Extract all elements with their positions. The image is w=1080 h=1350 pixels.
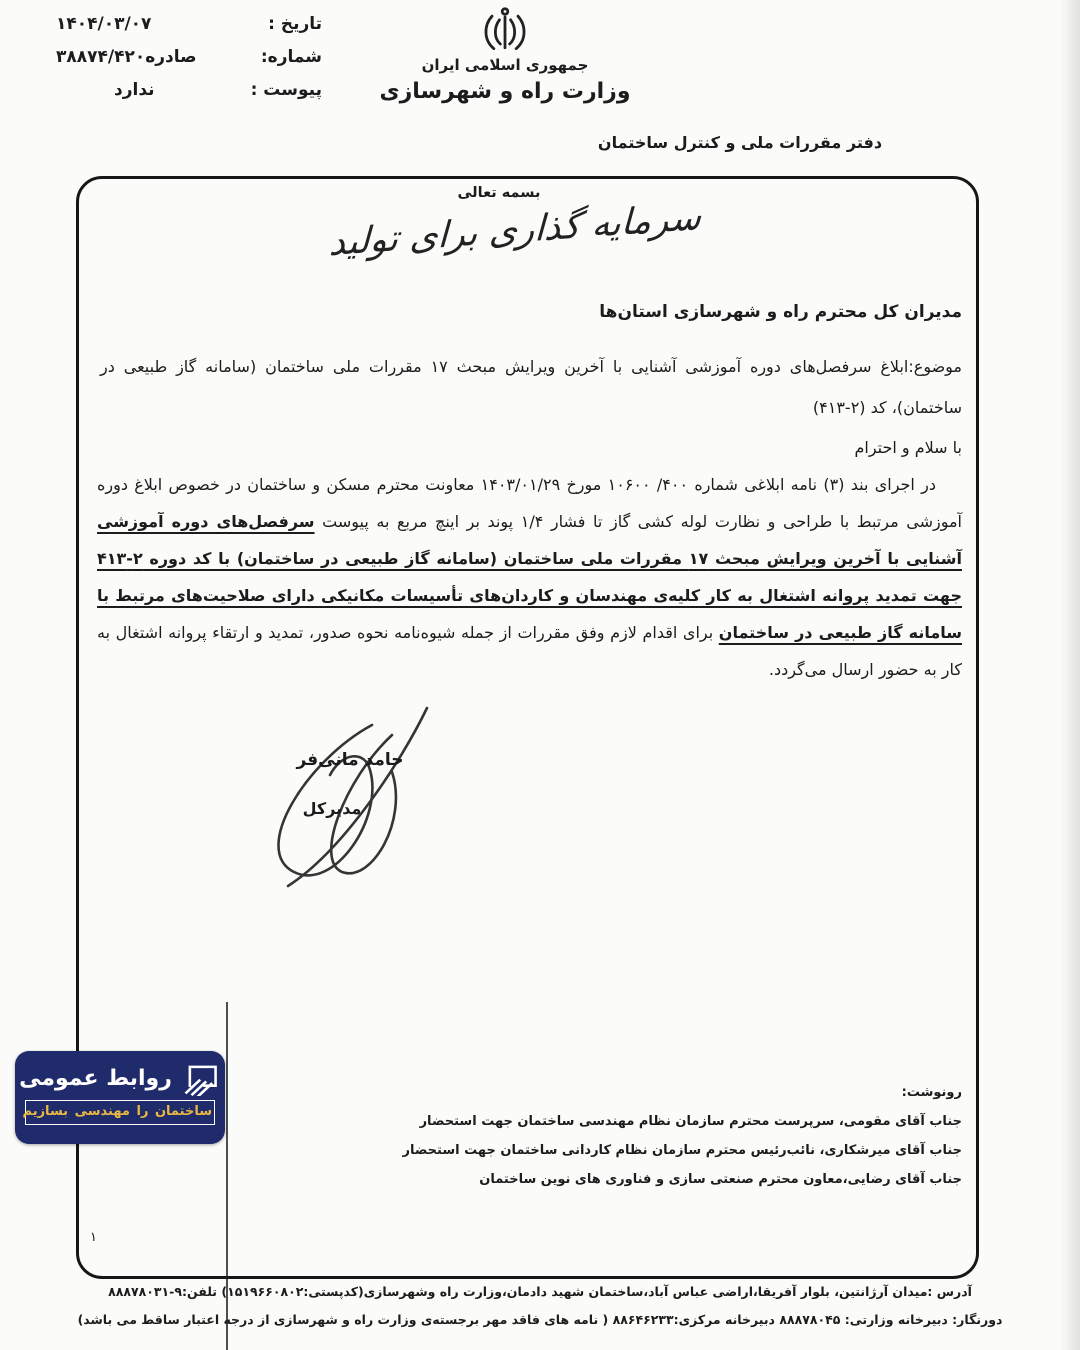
date-row — [56, 14, 322, 34]
badge-title: روابط عمومی — [19, 1065, 172, 1091]
cc-item: جناب آقای رضایی،معاون محترم صنعتی سازی و فناوری های نوین ساختمان — [479, 1172, 962, 1187]
attachment-row — [56, 80, 322, 100]
body-tail: برای اقدام لازم وفق مقررات از جمله شیوه‌نامه نحوه صدور، تمدید و ارتقاء پروانه اشتغال به کار به حضور ارسال می‌گردد. — [97, 623, 962, 679]
number-value: صادره۳۸۸۷۴/۴۲۰ — [56, 47, 197, 67]
date-value: ۱۴۰۴/۰۳/۰۷ — [56, 14, 152, 34]
badge-slogan: ساختمان را مهندسی بسازیم — [25, 1100, 215, 1125]
scan-edge-shadow — [1060, 0, 1080, 1350]
building-logo-icon — [181, 1060, 221, 1096]
badge-title-row — [15, 1051, 225, 1099]
cc-block — [403, 1078, 963, 1194]
footer-address-line: آدرس :میدان آرژانتین، بلوار آفریقا،اراضی عباس آباد،ساختمان شهید دادمان،وزارت راه وشهرسازی(کدپستی:۱۵۱۹۶۶۰۸۰۲) تلفن:۹-۸۸۸۷۸۰۳۱ — [108, 1284, 972, 1299]
letter-meta-block — [56, 14, 322, 113]
cc-item: جناب آقای مقومی، سرپرست محترم سازمان نظام مهندسی ساختمان جهت استحضار — [419, 1114, 962, 1129]
year-slogan-calligraphy: سرمایه گذاری برای تولید — [328, 196, 702, 265]
attachment-label: پیوست : — [250, 80, 322, 100]
cc-item: جناب آقای میرشکاری، نائب‌رئیس محترم سازمان نظام کاردانی ساختمان جهت استحضار — [402, 1143, 962, 1158]
signer-title: مدیرکل — [302, 799, 362, 818]
footer-fax-line: دورنگار: دبیرخانه وزارتی: ۸۸۸۷۸۰۴۵ دبیرخانه مرکزی:۸۸۶۴۶۲۳۳ ( نامه های فاقد مهر برجسته‌ی وزارت راه و شهرسازی از درجه اعتبار ساقط می باشد) — [77, 1312, 1003, 1327]
cc-label: رونوشت: — [901, 1085, 962, 1100]
date-label: تاریخ : — [268, 14, 322, 34]
handwritten-signature — [222, 700, 514, 898]
body-intro: در اجرای بند (۳) نامه ابلاغی شماره ۴۰۰/ ۱۰۶۰۰ مورخ ۱۴۰۳/۰۱/۲۹ معاونت محترم مسکن و ساختمان در خصوص ابلاغ دوره آموزشی مرتبط با طراحی و نظارت لوله کشی گاز تا فشار ۱/۴ پوند بر اینچ مربع به پیوست — [97, 475, 963, 531]
office-title: دفتر مقررات ملی و کنترل ساختمان — [597, 133, 883, 152]
ministry-title: وزارت راه و شهرسازی — [379, 79, 631, 104]
attachment-value: ندارد — [114, 80, 155, 100]
salutation-line: با سلام و احترام — [854, 438, 962, 457]
number-row — [56, 47, 322, 67]
body-paragraph — [97, 466, 962, 688]
iran-emblem-icon — [477, 5, 533, 57]
signer-name: حامد مانی‌فر — [296, 750, 404, 770]
public-relations-badge — [15, 1051, 225, 1144]
government-title: جمهوری اسلامی ایران — [421, 56, 589, 74]
besmeleh-text: بسمه تعالی — [457, 185, 541, 201]
addressee-line: مدیران کل محترم راه و شهرسازی استان‌ها — [599, 302, 962, 322]
number-label: شماره: — [260, 47, 322, 67]
page-number: ۱ — [90, 1230, 97, 1245]
subject-line: موضوع:ابلاغ سرفصل‌های دوره آموزشی آشنایی با آخرین ویرایش مبحث ۱۷ مقررات ملی ساختمان (سامانه گاز طبیعی در ساختمان)، کد (۲-۴۱۳) — [100, 357, 963, 417]
body-emphasized-underlined: سرفصل‌های دوره آموزشی آشنایی با آخرین ویرایش مبحث ۱۷ مقررات ملی ساختمان (سامانه گاز طبیعی در ساختمان) با کد دوره ۲-۴۱۳ جهت تمدید پروانه اشتغال به کار کلیه‌ی مهندسان و کاردان‌های تأسیسات مکانیکی دارای صلاحیت‌های مرتبط با سامانه گاز طبیعی در ساختمان — [97, 512, 962, 642]
